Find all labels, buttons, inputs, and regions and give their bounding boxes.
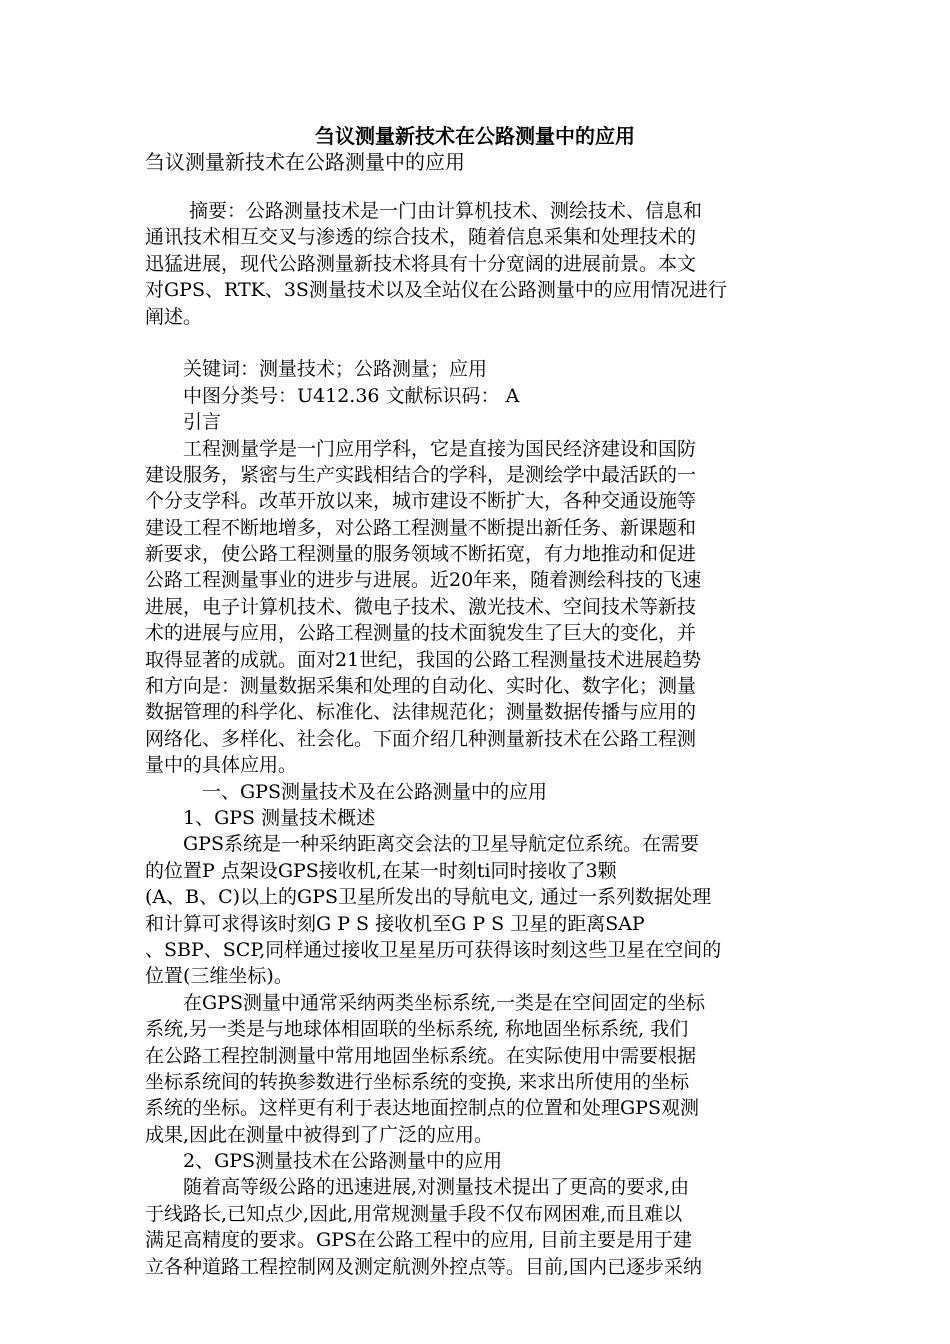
text-line: (A、B、C)以上的GPS卫星所发出的导航电文, 通过一系列数据处理 [145,886,712,909]
text-line: 数据管理的科学化、标准化、法律规范化；测量数据传播与应用的 [145,701,697,724]
text-line: 网络化、多样化、社会化。下面介绍几种测量新技术在公路工程测 [145,727,697,750]
text-line: 个分支学科。改革开放以来，城市建设不断扩大，各种交通设施等 [145,490,697,513]
text-line: 1、GPS 测量技术概述 [145,806,376,829]
text-line: 阐述。 [145,305,203,328]
text-line: 坐标系统间的转换参数进行坐标系统的变换, 来求出所使用的坐标 [145,1070,690,1093]
text-line: 的位置P 点架设GPS接收机,在某一时刻ti同时接收了3颗 [145,859,617,882]
text-line: 通讯技术相互交叉与渗透的综合技术，随着信息采集和处理技术的 [145,226,697,249]
text-line: 成果,因此在测量中被得到了广泛的应用。 [145,1123,494,1146]
text-line: 位置(三维坐标)。 [145,965,293,988]
text-line: 进展，电子计算机技术、微电子技术、激光技术、空间技术等新技 [145,595,697,618]
text-line: 于线路长,已知点少,因此,用常规测量手段不仅布网困难,而且难以 [145,1202,683,1225]
text-line: 建设服务，紧密与生产实践相结合的学科，是测绘学中最活跃的一 [145,463,697,486]
text-line: 2、GPS测量技术在公路测量中的应用 [145,1150,503,1173]
text-line: 建设工程不断地增多，对公路工程测量不断提出新任务、新课题和 [145,516,697,539]
text-line: 引言 [145,411,222,434]
text-line: 对GPS、RTK、3S测量技术以及全站仪在公路测量中的应用情况进行 [145,279,727,302]
text-line: 术的进展与应用，公路工程测量的技术面貌发生了巨大的变化，并 [145,622,697,645]
text-line: 在公路工程控制测量中常用地固坐标系统。在实际使用中需要根据 [145,1044,697,1067]
text-line: 随着高等级公路的迅速进展,对测量技术提出了更高的要求,由 [145,1176,690,1199]
text-line: 和方向是：测量数据采集和处理的自动化、实时化、数字化；测量 [145,675,697,698]
text-line: 摘要：公路测量技术是一门由计算机技术、测绘技术、信息和 [145,200,703,222]
text-line: 工程测量学是一门应用学科，它是直接为国民经济建设和国防 [145,437,697,460]
text-line: 系统,另一类是与地球体相固联的坐标系统, 称地固坐标系统, 我们 [145,1018,689,1041]
document-subtitle: 刍议测量新技术在公路测量中的应用 [145,150,465,174]
text-line: 一、GPS测量技术及在公路测量中的应用 [145,780,547,803]
blank-line [145,330,805,356]
text-line: 迅猛进展，现代公路测量新技术将具有十分宽阔的进展前景。本文 [145,252,697,275]
text-line: 和计算可求得该时刻G P S 接收机至G P S 卫星的距离SAP [145,912,645,935]
text-line: 关键词：测量技术；公路测量；应用 [145,358,488,381]
text-line: 公路工程测量事业的进步与进展。近20年来，随着测绘科技的飞速 [145,569,702,592]
text-line: 量中的具体应用。 [145,754,298,777]
text-line: 在GPS测量中通常采纳两类坐标系统,一类是在空间固定的坐标 [145,991,706,1014]
document-title: 刍议测量新技术在公路测量中的应用 [315,124,635,148]
text-line: 中图分类号：U412.36 文献标识码： A [145,384,520,407]
text-line: 系统的坐标。这样更有利于表达地面控制点的位置和处理GPS观测 [145,1097,699,1120]
text-line: GPS系统是一种采纳距离交会法的卫星导航定位系统。在需要 [145,833,699,856]
document-body [145,198,805,1280]
text-line: 、SBP、SCP,同样通过接收卫星星历可获得该时刻这些卫星在空间的 [145,938,722,961]
text-line: 满足高精度的要求。GPS在公路工程中的应用, 目前主要是用于建 [145,1229,693,1252]
text-line: 立各种道路工程控制网及测定航测外控点等。目前,国内已逐步采纳 [145,1255,703,1278]
text-line: 取得显著的成就。面对21世纪，我国的公路工程测量技术进展趋势 [145,648,702,671]
text-line: 新要求，使公路工程测量的服务领域不断拓宽，有力地推动和促进 [145,543,697,566]
